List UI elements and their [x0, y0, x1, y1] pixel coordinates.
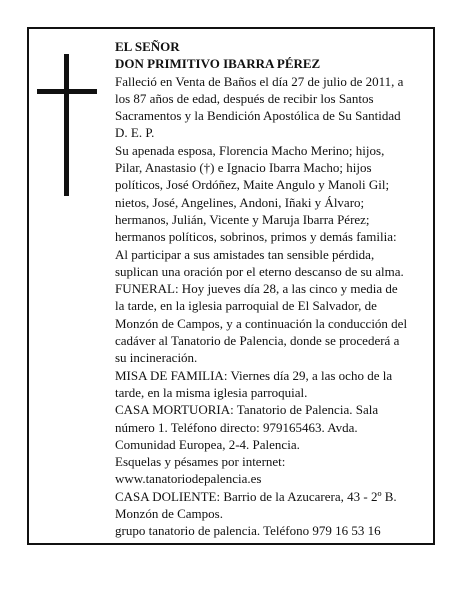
- cross-icon: [37, 54, 97, 196]
- deceased-name: DON PRIMITIVO IBARRA PÉREZ: [115, 56, 321, 72]
- text-line: Monzón de Campos, y a continuación la conducción del: [115, 315, 408, 331]
- text-line: Falleció en Venta de Baños el día 27 de julio de 2011, a: [115, 73, 404, 89]
- obituary-text: [115, 38, 425, 540]
- text-line: políticos, José Ordóñez, Maite Angulo y Manoli Gil;: [115, 177, 390, 193]
- text-line: los 87 años de edad, después de recibir los Santos: [115, 90, 374, 106]
- text-line: D. E. P.: [115, 125, 155, 141]
- text-line: cadáver al Tanatorio de Palencia, donde se procederá a: [115, 333, 400, 349]
- text-line: Pilar, Anastasio (†) e Ignacio Ibarra Macho; hijos: [115, 160, 372, 176]
- text-line: hermanos políticos, sobrinos, primos y demás familia:: [115, 229, 397, 245]
- obituary-title: EL SEÑOR: [115, 39, 180, 54]
- text-line: Su apenada esposa, Florencia Macho Merino; hijos,: [115, 142, 385, 158]
- text-line: CASA DOLIENTE: Barrio de la Azucarera, 43 - 2º B.: [115, 488, 397, 504]
- cross-vertical-bar: [64, 54, 69, 196]
- text-line: Comunidad Europea, 2-4. Palencia.: [115, 436, 300, 452]
- text-line: Al participar a sus amistades tan sensible pérdida,: [115, 246, 375, 262]
- text-line: grupo tanatorio de palencia. Teléfono 979 16 53 16: [115, 523, 381, 539]
- text-line: suplican una oración por el eterno descanso de su alma.: [115, 263, 404, 279]
- text-line: la tarde, en la iglesia parroquial de El Salvador, de: [115, 298, 377, 314]
- text-line: Monzón de Campos.: [115, 506, 223, 522]
- text-line: MISA DE FAMILIA: Viernes día 29, a las ocho de la: [115, 367, 393, 383]
- text-line: hermanos, Julián, Vicente y Maruja Ibarra Pérez;: [115, 211, 370, 227]
- text-line: CASA MORTUORIA: Tanatorio de Palencia. Sala: [115, 402, 379, 418]
- text-line: Esquelas y pésames por internet:: [115, 454, 286, 470]
- text-line: nietos, José, Angelines, Andoni, Iñaki y Álvaro;: [115, 194, 365, 210]
- text-line: número 1. Teléfono directo: 979165463. Avda.: [115, 419, 358, 435]
- text-line: tarde, en la misma iglesia parroquial.: [115, 384, 308, 400]
- text-line: Sacramentos y la Bendición Apostólica de Su Santidad: [115, 108, 401, 124]
- text-line: su incineración.: [115, 350, 198, 366]
- cross-horizontal-bar: [37, 89, 97, 94]
- text-line: www.tanatoriodepalencia.es: [115, 471, 262, 487]
- text-line: FUNERAL: Hoy jueves día 28, a las cinco y media de: [115, 281, 398, 297]
